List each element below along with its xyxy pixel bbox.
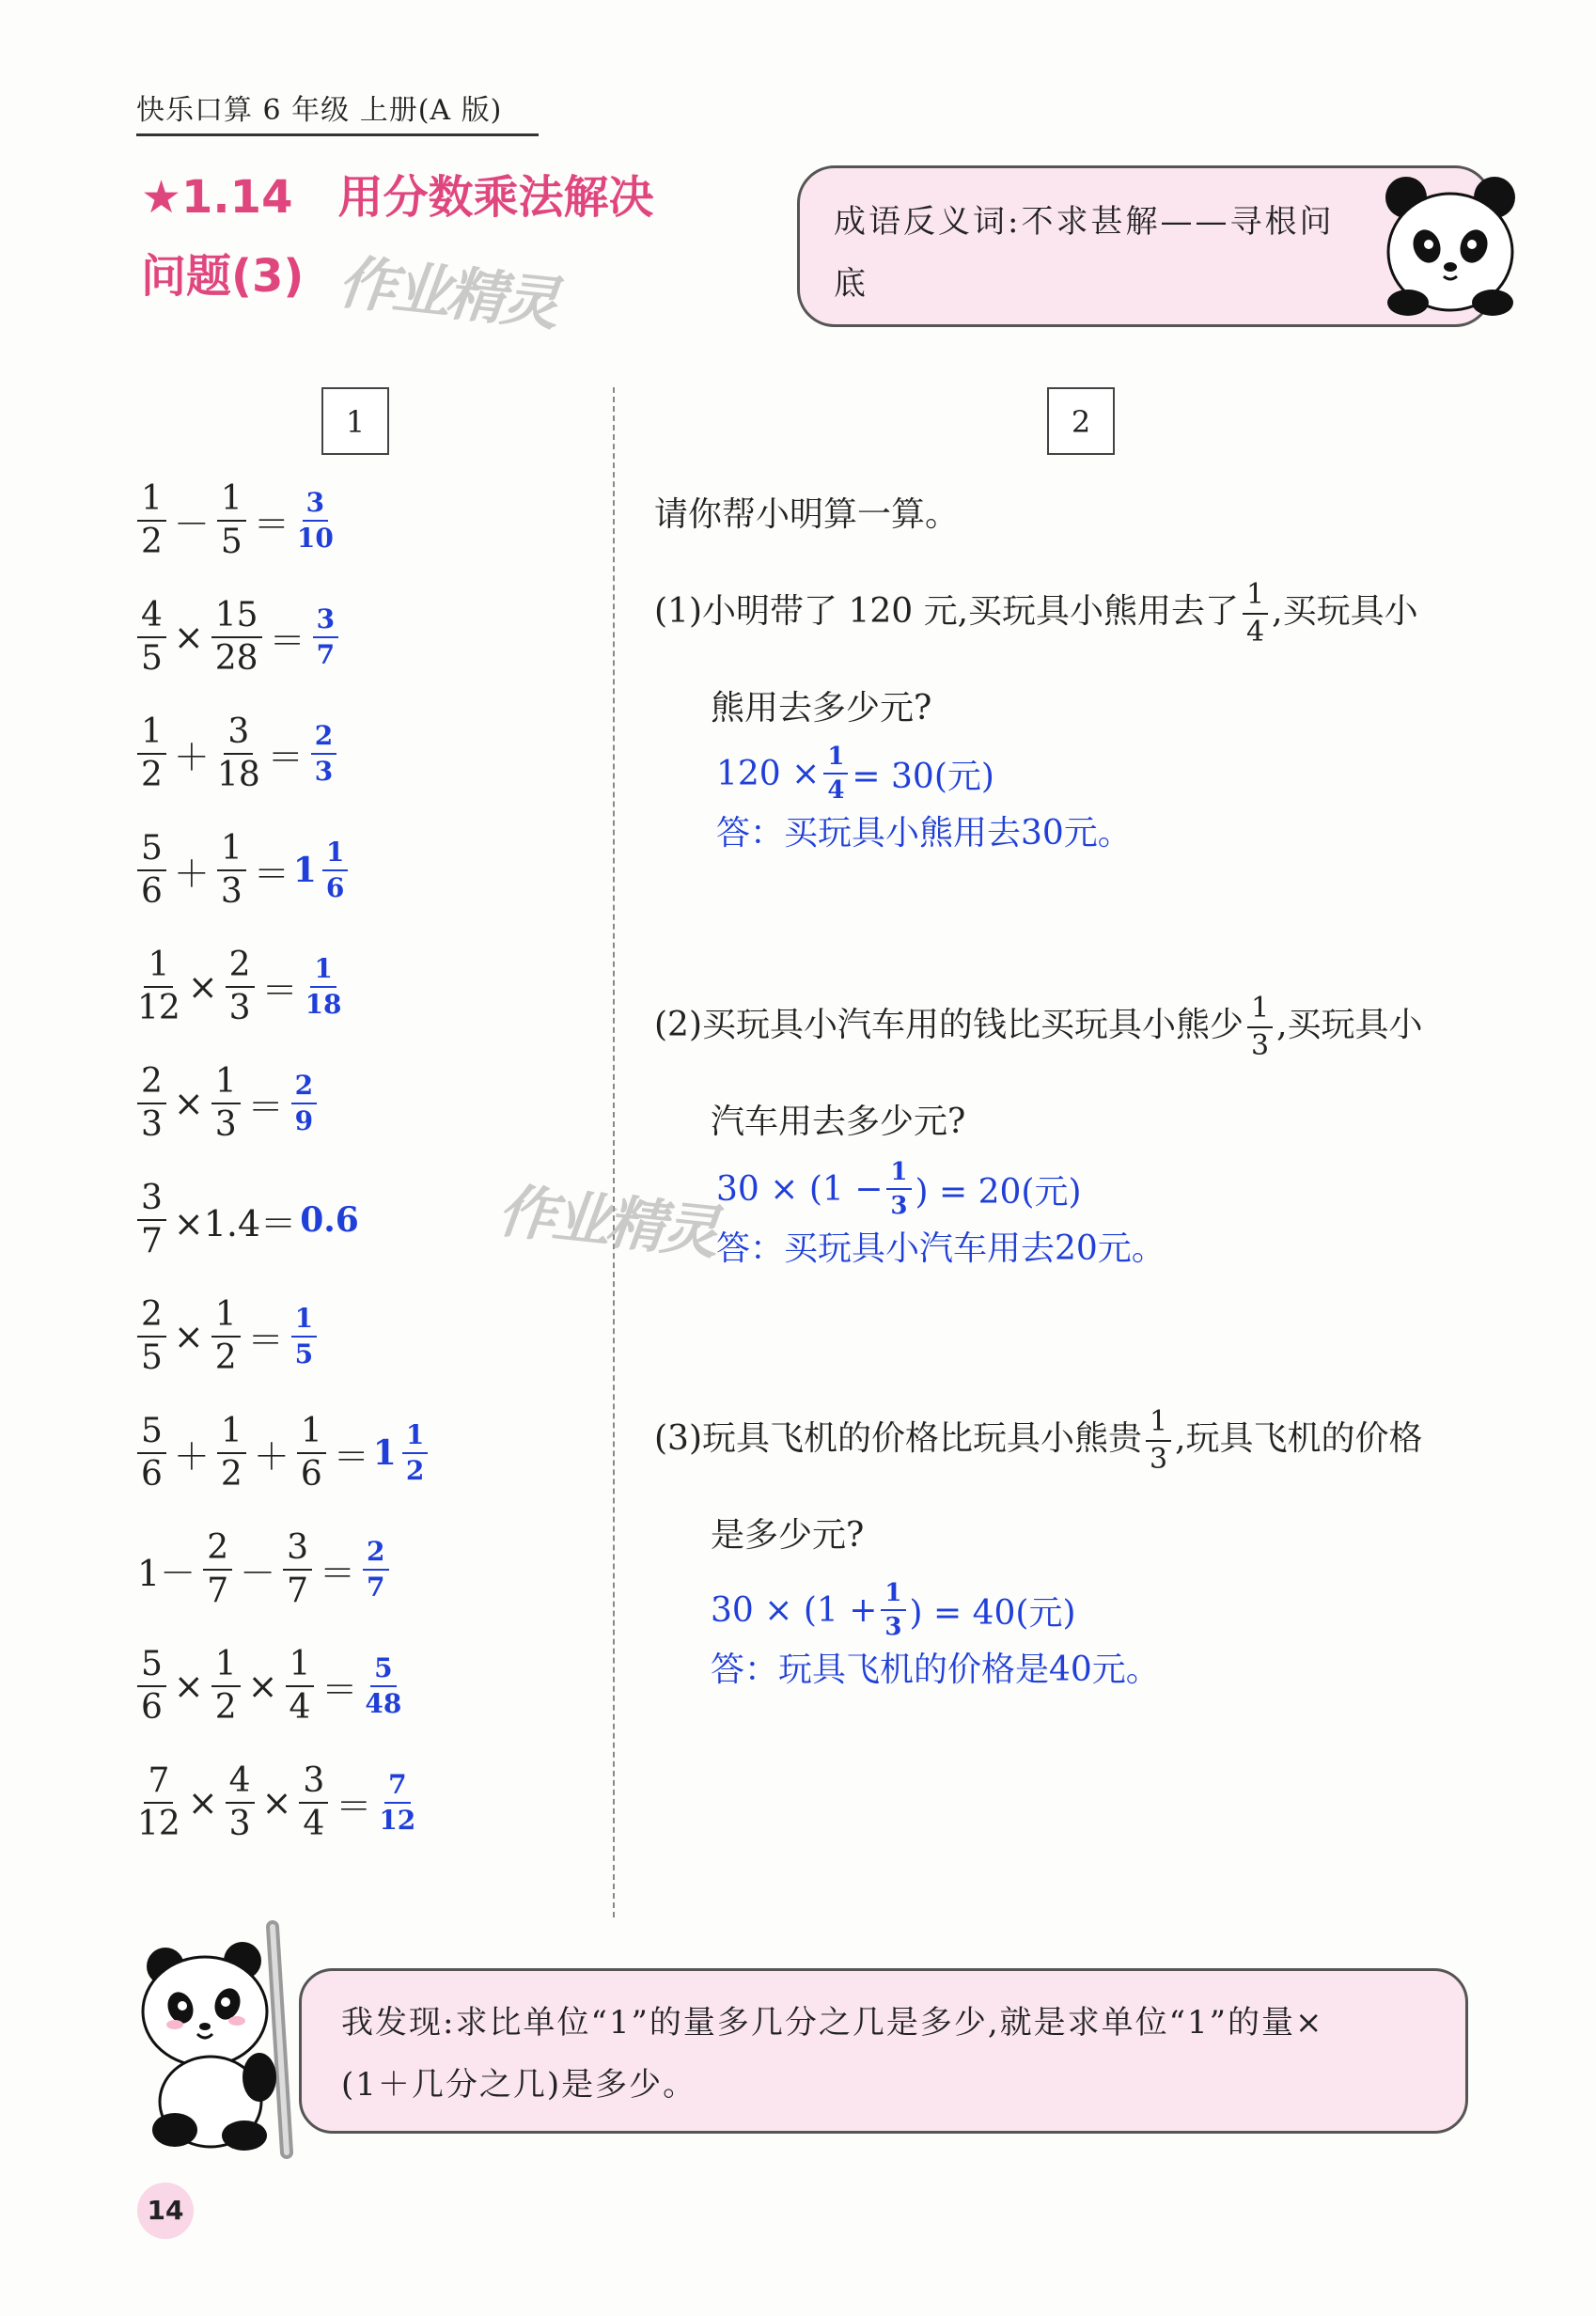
numerator: 7	[384, 1772, 410, 1804]
numerator: 2	[291, 1072, 317, 1104]
exercise-answer	[302, 953, 346, 1020]
denominator: 12	[137, 1805, 180, 1843]
denominator: 3	[141, 1105, 163, 1144]
numerator: 1	[217, 832, 246, 871]
exercise-answer	[372, 1419, 432, 1486]
column-divider	[613, 387, 615, 1917]
fraction	[286, 1645, 315, 1727]
operator: ＝	[253, 503, 289, 545]
operator: ＋	[173, 853, 210, 895]
operator: ＝	[269, 619, 305, 662]
exercise-answer	[293, 487, 337, 554]
denominator: 12	[379, 1805, 416, 1836]
fraction	[226, 948, 255, 1025]
numerator: 1	[211, 1065, 241, 1104]
answer-fraction	[402, 1419, 428, 1486]
denominator: 7	[367, 1572, 385, 1603]
exercise-row	[133, 1408, 431, 1498]
fraction	[137, 1645, 166, 1727]
discovery-line2: (1＋几分之几)是多少。	[341, 2066, 697, 2104]
denominator: 6	[325, 872, 345, 903]
answer-fraction	[379, 1769, 416, 1836]
exercise-answer	[375, 1769, 419, 1836]
denominator: 6	[141, 1455, 163, 1494]
q1-calc-b: = 30(元)	[852, 757, 994, 796]
fraction	[137, 479, 166, 561]
operator: ×	[173, 1316, 204, 1357]
numerator: 5	[137, 1648, 166, 1687]
denominator: 10	[296, 523, 334, 554]
q2-fraction	[1247, 994, 1273, 1060]
numerator: 5	[137, 832, 166, 871]
numerator: 1	[211, 1298, 241, 1338]
exercise-row	[133, 1058, 321, 1149]
fraction	[211, 596, 262, 678]
exercise-row	[133, 1641, 405, 1731]
q2-calc-den: 3	[890, 1192, 908, 1220]
denominator: 5	[294, 1338, 314, 1369]
numerator: 5	[137, 1415, 166, 1454]
answer-fraction	[305, 953, 342, 1020]
denominator: 48	[365, 1688, 402, 1719]
denominator: 3	[314, 756, 334, 787]
q1-fraction	[1243, 578, 1268, 649]
exercise-answer	[288, 1072, 321, 1135]
answer-fraction	[291, 1303, 317, 1369]
panda-face-icon	[1380, 169, 1521, 320]
question-3	[654, 1405, 1423, 1476]
q2-calc-b: ) = 20(元)	[915, 1172, 1082, 1212]
operator: －	[240, 1552, 276, 1594]
denominator: 6	[300, 1455, 322, 1494]
q1-frac-num: 1	[1243, 581, 1268, 615]
question-3-cont: 是多少元?	[711, 1516, 865, 1555]
q2-calc-fraction	[886, 1160, 911, 1218]
q2-text-a: (2)买玩具小汽车用的钱比买玩具小熊少	[654, 1006, 1244, 1044]
denominator: 18	[305, 989, 342, 1020]
q1-calc-den: 4	[827, 776, 845, 805]
denominator: 5	[220, 523, 243, 561]
operator: ＝	[261, 969, 298, 1011]
fraction	[217, 479, 246, 561]
denominator: 2	[405, 1455, 425, 1486]
operator: ×	[187, 966, 218, 1008]
denominator: 4	[289, 1688, 311, 1727]
denominator: 7	[141, 1222, 163, 1260]
denominator: 5	[141, 639, 163, 678]
exercise-answer	[288, 1303, 321, 1369]
operator: 1－	[137, 1552, 196, 1594]
answer-fraction	[291, 1072, 317, 1135]
section2-intro: 请你帮小明算一算。	[654, 495, 960, 534]
discovery-box	[299, 1968, 1468, 2134]
denominator: 7	[207, 1572, 229, 1610]
numerator: 1	[310, 956, 336, 988]
denominator: 7	[287, 1572, 309, 1610]
answer-fraction	[311, 720, 336, 787]
denominator: 2	[141, 523, 163, 561]
numerator: 2	[363, 1539, 388, 1571]
answer-fraction	[363, 1536, 388, 1603]
q1-text-b: ,买玩具小	[1272, 592, 1418, 631]
title-line2: 问题(3)	[141, 250, 305, 303]
fraction	[211, 1645, 241, 1727]
exercise-row	[133, 592, 342, 682]
exercise-row	[133, 1175, 359, 1265]
denominator: 28	[214, 639, 258, 678]
fraction	[299, 1761, 328, 1843]
exercise-row	[133, 1291, 321, 1382]
numerator: 1	[286, 1648, 315, 1687]
q3-fraction	[1146, 1405, 1171, 1476]
operator: ＝	[321, 1668, 358, 1711]
denominator: 6	[141, 872, 163, 911]
numerator: 3	[303, 490, 328, 522]
numerator: 3	[283, 1531, 312, 1571]
numerator: 5	[370, 1655, 396, 1687]
discovery-line1: 我发现:求比单位“1”的量多几分之几是多少,就是求单位“1”的量×	[341, 2004, 1324, 2042]
denominator: 7	[316, 639, 336, 670]
operator: ＝	[336, 1785, 372, 1827]
operator: ＋	[173, 736, 210, 778]
q2-frac-num: 1	[1247, 994, 1273, 1028]
fraction	[226, 1761, 255, 1843]
numerator: 1	[217, 482, 246, 522]
operator: ×	[261, 1782, 292, 1823]
denominator: 3	[220, 872, 243, 911]
operator: ＝	[247, 1319, 284, 1361]
exercise-row	[133, 476, 337, 566]
fraction	[211, 1062, 241, 1144]
fraction	[137, 596, 166, 678]
operator: ＋	[253, 1435, 289, 1478]
fraction	[137, 948, 180, 1025]
question-1-cont: 熊用去多少元?	[711, 689, 932, 728]
operator: ＝	[267, 736, 304, 778]
exercise-row	[133, 709, 340, 799]
answer-whole: 1	[292, 851, 317, 890]
denominator: 12	[137, 989, 180, 1027]
section-number-1: 1	[321, 387, 389, 455]
answer-fraction	[365, 1652, 402, 1719]
operator: ×	[173, 617, 204, 658]
fraction	[217, 829, 246, 911]
numerator: 1	[322, 839, 348, 871]
fraction	[137, 1181, 166, 1259]
q3-text-a: (3)玩具飞机的价格比玩具小熊贵	[654, 1419, 1142, 1458]
denominator: 2	[141, 756, 163, 794]
denominator: 9	[294, 1105, 314, 1136]
exercise-row	[133, 1525, 393, 1615]
denominator: 3	[228, 989, 251, 1027]
operator: ×	[247, 1666, 278, 1707]
denominator: 2	[220, 1455, 243, 1494]
watermark: 作业精灵	[335, 247, 559, 338]
numerator: 2	[203, 1531, 232, 1571]
q1-text-a: (1)小明带了 120 元,买玩具小熊用去了	[654, 592, 1240, 631]
exercise-row	[133, 825, 352, 915]
operator: ×	[173, 1083, 204, 1124]
exercise-answer	[309, 603, 342, 670]
exercise-row	[133, 1758, 419, 1848]
numerator: 1	[217, 1415, 246, 1454]
operator: ＝	[320, 1552, 356, 1594]
fraction	[137, 1761, 180, 1843]
star-icon: ★	[141, 171, 182, 224]
numerator: 1	[137, 715, 166, 755]
fraction	[217, 1412, 246, 1494]
numerator: 4	[226, 1764, 255, 1804]
q3-text-b: ,玩具飞机的价格	[1175, 1419, 1423, 1458]
fraction	[137, 1062, 166, 1144]
q2-text-b: ,买玩具小	[1276, 1006, 1423, 1044]
q1-calc-a: 120 ×	[716, 754, 821, 793]
operator: ＋	[173, 1435, 210, 1478]
fraction	[203, 1528, 232, 1610]
numerator: 3	[137, 1181, 166, 1221]
numerator: 2	[226, 948, 255, 988]
answer-fraction	[322, 839, 348, 901]
numerator: 15	[211, 599, 262, 638]
q2-calculation	[716, 1160, 1082, 1218]
title-line1: 1.14 用分数乘法解决	[181, 171, 654, 224]
fraction	[137, 1412, 166, 1494]
denominator: 3	[228, 1805, 251, 1843]
denominator: 4	[303, 1805, 325, 1843]
operator: ＝	[333, 1435, 369, 1478]
q3-frac-den: 3	[1150, 1443, 1168, 1476]
operator: ×1.4＝	[173, 1202, 297, 1244]
question-2-cont: 汽车用去多少元?	[711, 1103, 966, 1141]
page-number: 14	[137, 2183, 194, 2239]
numerator: 2	[137, 1065, 166, 1104]
fraction	[211, 1295, 241, 1377]
numerator: 1	[297, 1415, 326, 1454]
numerator: 1	[144, 948, 173, 988]
idiom-box: 成语反义词:不求甚解——寻根问底	[797, 165, 1493, 327]
q3-calculation	[711, 1581, 1076, 1639]
answer-fraction	[296, 487, 334, 554]
exercise-answer	[361, 1652, 405, 1719]
q3-answer: 答：玩具飞机的价格是40元。	[711, 1651, 1160, 1689]
numerator: 7	[144, 1764, 173, 1804]
question-1	[654, 578, 1418, 649]
numerator: 4	[137, 599, 166, 638]
q1-calculation	[716, 744, 994, 803]
section-number-2: 2	[1047, 387, 1115, 455]
q3-calc-fraction	[881, 1581, 905, 1639]
q2-calc-num: 1	[886, 1160, 911, 1190]
numerator: 1	[211, 1648, 241, 1687]
operator: ×	[187, 1782, 218, 1823]
numerator: 3	[299, 1764, 328, 1804]
numerator: 1	[291, 1306, 317, 1338]
q3-calc-a: 30 × (1 +	[711, 1590, 878, 1630]
numerator: 1	[402, 1422, 428, 1454]
q2-frac-den: 3	[1251, 1029, 1270, 1062]
q1-answer: 答：买玩具小熊用去30元。	[716, 814, 1132, 853]
exercise-answer	[293, 839, 352, 901]
numerator: 2	[137, 1298, 166, 1338]
q1-calc-fraction	[823, 744, 848, 803]
denominator: 6	[141, 1688, 163, 1727]
panda-with-brush-icon	[132, 1917, 320, 2162]
denominator: 3	[214, 1105, 237, 1144]
q2-answer: 答：买玩具小汽车用去20元。	[716, 1229, 1166, 1268]
exercise-row	[133, 942, 346, 1032]
exercise-answer	[359, 1536, 392, 1603]
q2-calc-a: 30 × (1 −	[716, 1169, 884, 1209]
denominator: 2	[214, 1338, 237, 1377]
denominator: 18	[216, 756, 260, 794]
q3-calc-b: ) = 40(元)	[909, 1593, 1076, 1633]
q3-calc-num: 1	[881, 1581, 905, 1611]
numerator: 1	[137, 482, 166, 522]
q3-calc-den: 3	[884, 1613, 902, 1641]
fraction	[283, 1528, 312, 1610]
answer-decimal: 0.6	[300, 1200, 359, 1240]
operator: ＝	[247, 1086, 284, 1128]
numerator: 2	[311, 723, 336, 755]
operator: ×	[173, 1666, 204, 1707]
fraction	[137, 712, 166, 794]
denominator: 5	[141, 1338, 163, 1377]
exercise-answer	[307, 720, 340, 787]
fraction	[137, 829, 166, 911]
q1-frac-den: 4	[1246, 616, 1265, 649]
numerator: 3	[224, 715, 253, 755]
fraction	[297, 1412, 326, 1494]
answer-whole: 1	[372, 1433, 397, 1473]
exercise-answer	[300, 1200, 359, 1240]
operator: －	[173, 503, 210, 545]
question-2	[654, 994, 1423, 1060]
q1-calc-num: 1	[823, 744, 848, 775]
watermark-2: 作业精灵	[494, 1176, 719, 1267]
book-header: 快乐口算 6 年级 上册(A 版)	[136, 86, 539, 136]
answer-fraction	[313, 603, 338, 670]
q3-frac-num: 1	[1146, 1408, 1171, 1442]
denominator: 2	[214, 1688, 237, 1727]
fraction	[137, 1295, 166, 1377]
numerator: 3	[313, 606, 338, 638]
operator: ＝	[253, 853, 289, 895]
fraction	[216, 712, 260, 794]
